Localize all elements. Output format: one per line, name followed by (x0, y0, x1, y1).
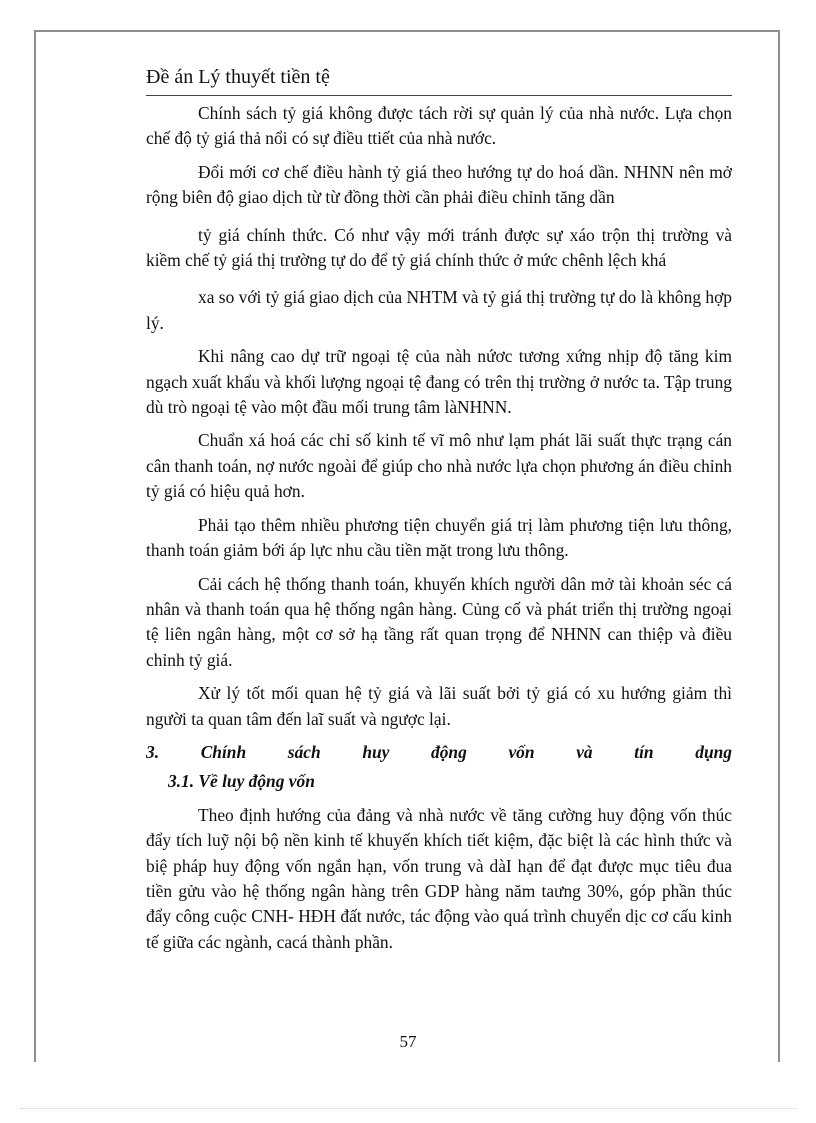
page-header: Đề án Lý thuyết tiền tệ (146, 66, 732, 96)
body-text (146, 101, 732, 963)
paragraph: Khi nâng cao dự trữ ngoại tệ của nàh nứơc tương xứng nhịp độ tăng kim ngạch xuất khẩu và khối lượng ngoại tệ đang có trên thị trường ở nước ta. Tập trung dù trò ngoại tệ vào một đầu mối trung tâm làNHNN. (146, 346, 732, 418)
paragraph: Xử lý tốt mối quan hệ tỷ giá và lãi suất bởi tỷ giá có xu hướng giảm thì người ta quan tâm đến laĩ suất và ngược lại. (146, 683, 732, 729)
paragraph: tỷ giá chính thức. Có như vậy mới tránh được sự xáo trộn thị trường và kiềm chế tỷ giá thị trường tự do để tỷ giá chính thức ở mức chênh lệch khá (146, 224, 732, 271)
section-3-1-heading: 3.1. Về luy động vốn (168, 771, 315, 792)
paragraph: xa so với tỷ giá giao dịch của NHTM và tỷ giá thị trường tự do là không hợp lý. (146, 287, 732, 333)
page-number: 57 (399, 1032, 417, 1051)
paragraph: Phải tạo thêm nhiều phương tiện chuyển giá trị làm phương tiện lưu thông, thanh toán giảm bới áp lực nhu cầu tiền mặt trong lưu thông. (146, 514, 732, 561)
paragraph: Theo định hướng của đảng và nhà nước về tăng cường huy động vốn thúc đẩy tích luỹ nội bộ nền kinh tế khuyến khích tiết kiệm, đặc biệt là các hình thức và biệ pháp huy động vốn ngắn hạn, vốn trung và dàI hạn để đạt được mục tiêu đua tiền gửu vào hệ thống ngân hàng trên GDP hàng năm taưng 30%, góp phần thúc đẩy công cuộc CNH- HĐH đất nước, tác động vào quá trình chuyển dịc cơ cấu kinh tế giữa các ngành, cacá thành phần. (146, 804, 732, 952)
bottom-dotted-rule (20, 1108, 796, 1109)
section-3-heading: 3. Chính sách huy động vốn và tín dụng (146, 741, 732, 762)
paragraph: Chính sách tỷ giá không được tách rời sự quản lý của nhà nước. Lựa chọn chế độ tỷ giá thả nổi có sự điều ttiết của nhà nước. (146, 103, 732, 149)
paragraph: Chuẩn xá hoá các chỉ số kinh tế vĩ mô như lạm phát lãi suất thực trạng cán cân thanh toán, nợ nước ngoài để giúp cho nhà nước lựa chọn phương án điều chỉnh tỷ giá có hiệu quả hơn. (146, 430, 732, 502)
paragraph: Cải cách hệ thống thanh toán, khuyến khích người dân mở tài khoản séc cá nhân và thanh toán qua hệ thống ngân hàng. Củng cố và phát triển thị trường ngoại tệ liên ngân hàng, một cơ sở hạ tầng rất quan trọng để NHNN can thiệp và điều chỉnh tỷ giá. (146, 573, 732, 670)
paragraph: Đổi mới cơ chế điều hành tỷ giá theo hướng tự do hoá dần. NHNN nên mở rộng biên độ giao dịch từ từ đồng thời cần phải điều chỉnh tăng dần (146, 161, 732, 208)
